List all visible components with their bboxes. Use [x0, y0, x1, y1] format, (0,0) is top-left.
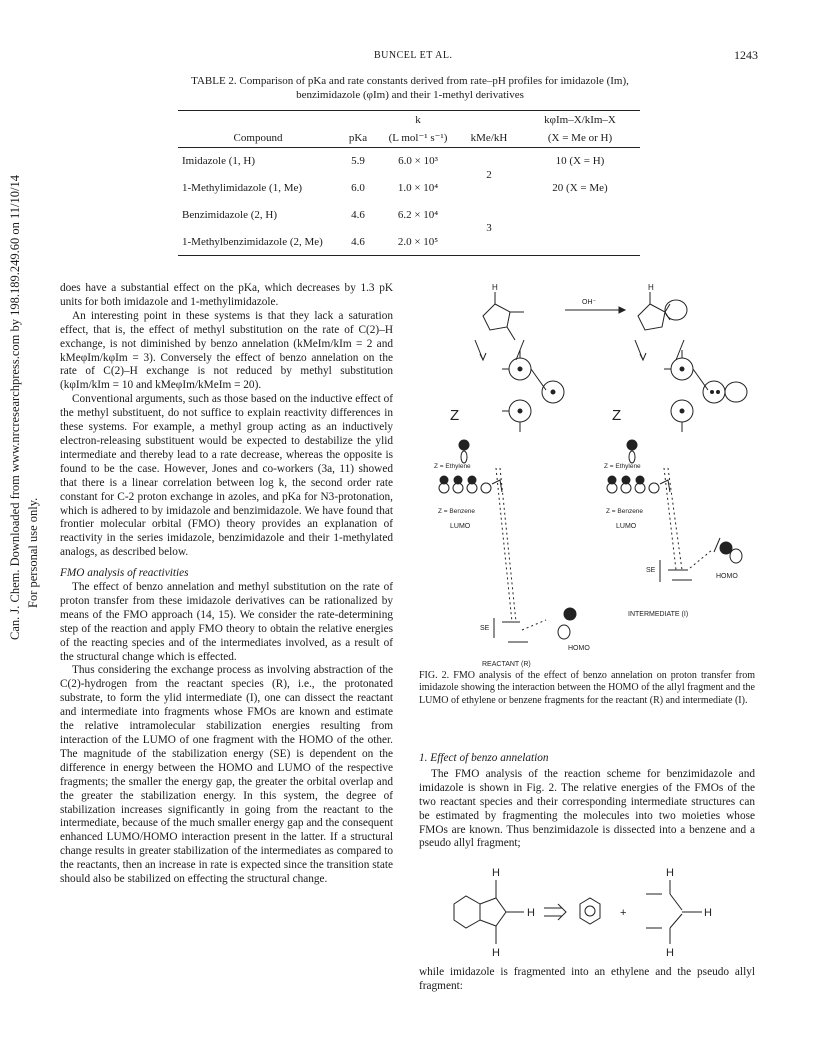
page-number: 1243 [734, 48, 758, 62]
paragraph: while imidazole is fragmented into an ethylene and the pseudo allyl fragment: [419, 966, 755, 992]
se-label-reactant: SE [480, 625, 490, 632]
fragmentation-scheme [440, 858, 740, 968]
section-heading: FMO analysis of reactivities [60, 567, 189, 580]
table-row [178, 148, 640, 175]
h-label: H [666, 867, 674, 879]
z-ethylene-right: Z = Ethylene [604, 463, 641, 470]
cell-compound: Benzimidazole (2, H) [182, 209, 277, 221]
watermark-line-1: Can. J. Chem. Downloaded from www.nrcresearchpress.com by 198.189.249.60 on 11/10/14 [8, 175, 22, 640]
col-header-bz-sub: (X = Me or H) [547, 132, 613, 144]
z-benzene-right: Z = Benzene [606, 508, 644, 515]
h-label: H [492, 947, 500, 959]
table-row [178, 229, 640, 256]
intermediate-label: INTERMEDIATE (I) [628, 611, 689, 618]
table-caption-label: TABLE 2. [191, 75, 237, 87]
right-column-end [419, 966, 755, 994]
paragraph: An interesting point in these systems is that they lack a saturation effect, that is, the effect of methyl substitution on the rate of C(2)–H exchange, is not diminished by benzo annelation (kMeIm/kIm = 2 and kMeφIm/kφIm = 3). Conversely the effect of benzo annelation on the rate of C(2)–H exchange is not reduced by methyl substitution (kφIm/kIm = 10 and kMeφIm/kMeIm = 20). [60, 309, 393, 392]
h-label: H [492, 283, 498, 292]
se-label-intermediate: SE [646, 567, 656, 574]
h-label: H [648, 283, 654, 292]
homo-label-reactant: HOMO [568, 645, 590, 652]
cell-pka: 4.6 [351, 235, 365, 248]
rate-constant-table [178, 110, 640, 256]
cell-bz [520, 229, 640, 256]
cell-ratio: 3 [486, 222, 492, 235]
z-label-left: Z [450, 407, 460, 424]
table-caption-text: Comparison of pKa and rate constants derived from rate–pH profiles for imidazole (Im), benzimidazole (φIm) and their 1-methyl derivatives [239, 75, 629, 101]
cell-bz [520, 202, 640, 229]
benzene-orbital-left [439, 476, 502, 493]
cell-pka: 4.6 [351, 209, 365, 221]
imidazolium-ring [483, 304, 510, 330]
table-row [178, 202, 640, 229]
hydroxide-label: OH⁻ [582, 299, 597, 306]
paragraph: does have a substantial effect on the pKa, which decreases by 1.3 pK units for both imidazole and 1-methylimidazole. [60, 282, 393, 308]
h-label: H [666, 947, 674, 959]
col-header-pka: pKa [348, 132, 368, 144]
running-head: BUNCEL ET AL. [374, 50, 453, 61]
paragraph: Conventional arguments, such as those based on the inductive effect of the methyl substituent, do not suffice to explain reactivity differences in these systems. For example, a methyl group acting as an inductively electron-releasing substituent would be expected to destabilize the ylid intermediate and thereby lead to a rate decrease, whereas the opposite is found to be the case. However, Jones and co-workers (3a, 11) showed that there is a linear correlation between log k, the second order rate constant for C-2 proton exchange in azoles, and pKa for N3-protonation, which is adhered to by imidazole and benzimidazole. We have found that frontier molecular orbital (FMO) theory provides an explanation of reactivity in the series imidazole, benzimidazole and their 1-methylated analogs, as described below. [60, 393, 393, 559]
z-label-right: Z [612, 407, 622, 424]
paragraph: The effect of benzo annelation and methyl substitution on the rate of proton transfer from these imidazole derivatives can be rationalized by means of the FMO approach (14, 15). We consider the rate-determining step of the reaction and apply FMO theory to obtain the relative energies of the reacting species and of the intermediates involved, as a result of the structural change which is effected. [60, 581, 393, 663]
section-heading: 1. Effect of benzo annelation [419, 752, 549, 764]
paragraph: The FMO analysis of the reaction scheme for benzimidazole and imidazole is shown in Fig. 2. The relative energies of the FMOs of the two reactant species and their corresponding intermediate structures can be estimated by fragmenting the molecules into two moieties whose FMOs are known. Thus benzimidazole is dissected into a benzene and a pseudo allyl fragment; [419, 767, 755, 850]
cell-bz: 10 (X = H) [555, 155, 605, 168]
lumo-label-left: LUMO [450, 523, 471, 530]
h-label: H [527, 907, 535, 919]
col-header-k: k [415, 114, 421, 126]
plus-sign: + [620, 907, 627, 919]
cell-pka: 5.9 [351, 155, 365, 168]
watermark-line-2: For personal use only. [26, 497, 40, 608]
cell-compound: 1-Methylimidazole (1, Me) [182, 182, 303, 194]
cell-k: 6.0 × 10³ [398, 155, 438, 168]
table-row [178, 175, 640, 202]
fmo-diagram [420, 280, 760, 670]
cell-pka: 6.0 [351, 182, 365, 194]
z-ethylene-left: Z = Ethylene [434, 463, 471, 470]
lumo-label-right: LUMO [616, 523, 637, 530]
col-header-k-unit: (L mol⁻¹ s⁻¹) [388, 132, 448, 144]
download-watermark [6, 175, 46, 640]
z-benzene-left: Z = Benzene [438, 508, 476, 515]
col-header-compound: Compound [233, 132, 283, 144]
col-header-bz-top: kφIm–X/kIm–X [544, 114, 616, 126]
cell-k: 1.0 × 10⁴ [397, 182, 439, 194]
left-column [60, 282, 393, 887]
h-label: H [704, 907, 712, 919]
figure-caption: FIG. 2. FMO analysis of the effect of benzo annelation on proton transfer from imidazole showing the interaction between the HOMO of the allyl fragment and the LUMO of ethylene or benzene fragments for the reactant (R) and intermediate (I). [419, 670, 755, 706]
cell-compound: Imidazole (1, H) [182, 155, 255, 168]
reactant-label: REACTANT (R) [482, 661, 531, 668]
benzene-orbital-right [607, 476, 670, 493]
cell-bz: 20 (X = Me) [552, 182, 608, 194]
cell-k: 2.0 × 10⁵ [397, 235, 439, 248]
col-header-ratio: kMe/kH [470, 132, 508, 144]
cell-k: 6.2 × 10⁴ [397, 209, 439, 221]
right-column [419, 752, 755, 851]
h-label: H [492, 867, 500, 879]
cell-ratio: 2 [486, 168, 492, 181]
paragraph: Thus considering the exchange process as involving abstraction of the C(2)-hydrogen from the reactant species (R), i.e., the protonated substrate, to form the ylid intermediate (I), one can dissect the reactant and intermediate into fragments whose FMOs are known and estimate the relative intramolecular stabilization energies resulting from interaction of the LUMO of one fragment with the HOMO of the other. The magnitude of the stabilization energy (SE) is dependent on the difference in energy between the HOMO and LUMO of the respective fragments; the smaller the energy gap, the greater the orbital overlap and the greater the stabilization energy. In this system, the degree of stabilization increases significantly in going from the reactant to the intermediate, because of the much smaller energy gap and the consequent enhanced LUMO/HOMO interaction present in the latter. If a structural change results in greater stabilization of the intermediates as compared to the reactants, then an increase in rate is expected since the transition state should also be stabilized on effecting the structural change. [60, 664, 393, 886]
cell-compound: 1-Methylbenzimidazole (2, Me) [182, 235, 323, 248]
table-caption [180, 74, 640, 102]
homo-label-intermediate: HOMO [716, 573, 738, 580]
